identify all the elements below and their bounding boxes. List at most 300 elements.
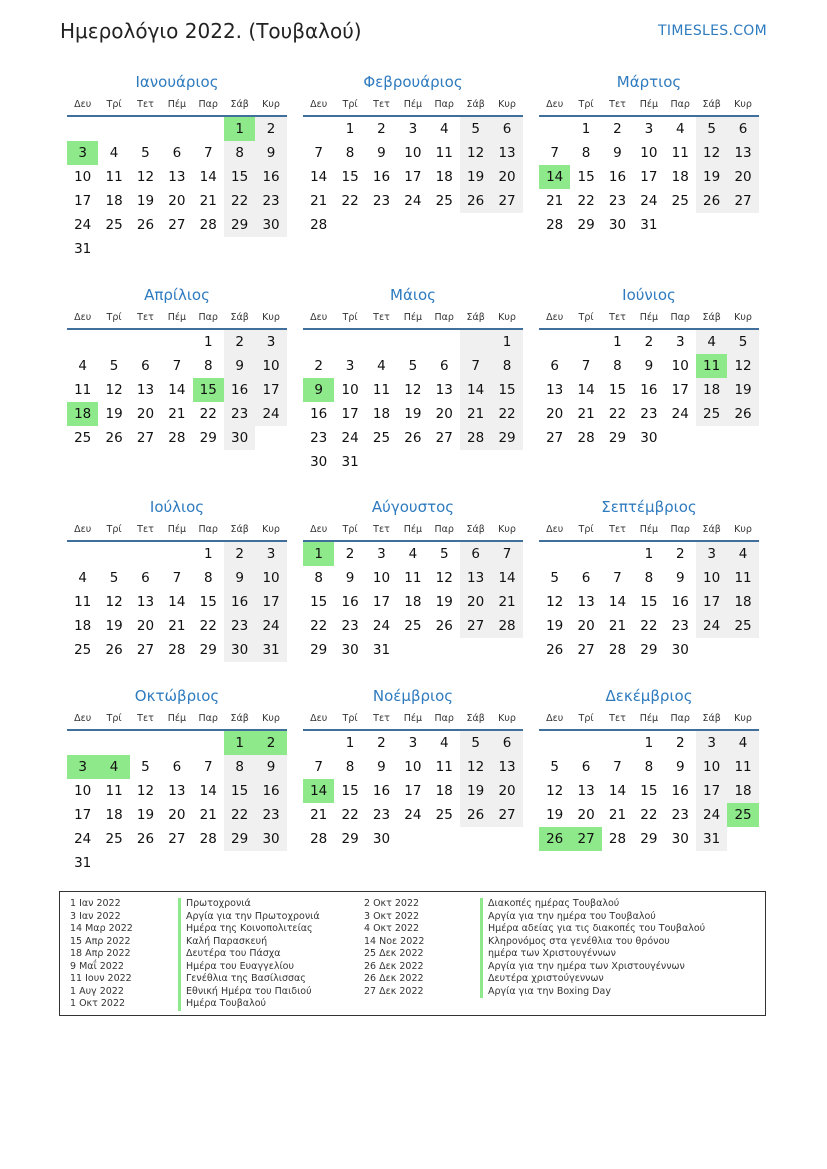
weekday-label: Παρ [198, 713, 218, 724]
day-cell: 22 [341, 807, 359, 823]
month-name: Φεβρουάριος [363, 73, 463, 91]
day-cell: 1 [644, 546, 654, 562]
weekday-label: Παρ [670, 99, 690, 110]
legend-date: 1 Οκτ 2022 [70, 998, 126, 1009]
day-cell: 3 [675, 334, 685, 350]
day-cell: 26 [435, 618, 453, 634]
day-cell: 25 [671, 193, 689, 209]
day-cell: 3 [644, 121, 654, 137]
day-cell: 7 [203, 145, 213, 161]
weekday-label: Παρ [198, 524, 218, 535]
weekday-label: Σάβ [702, 713, 721, 724]
day-grid [303, 117, 523, 237]
day-cell: 15 [608, 382, 627, 398]
month-name: Ιούλιος [149, 498, 205, 516]
day-cell: 20 [435, 406, 453, 422]
day-cell: 22 [491, 402, 522, 426]
day-cell: 3 [345, 358, 355, 374]
day-cell: 25 [404, 618, 422, 634]
day-cell: 7 [172, 570, 182, 586]
weekday-label: Δευ [546, 713, 564, 724]
day-cell: 14 [460, 378, 491, 402]
weekday-label: Κυρ [734, 713, 752, 724]
day-cell: 14 [310, 169, 328, 185]
day-cell: 5 [439, 546, 449, 562]
day-cell: 10 [404, 145, 422, 161]
day-grid [67, 117, 287, 261]
month-name: Νοέμβριος [372, 687, 454, 705]
day-grid [539, 117, 759, 237]
day-cell: 7 [203, 759, 213, 775]
empty-day-cell [161, 117, 192, 141]
empty-day-cell [570, 542, 601, 566]
day-cell: 11 [435, 145, 453, 161]
weekday-label: Σάβ [230, 312, 249, 323]
day-cell: 19 [136, 193, 155, 209]
day-cell: 14 [608, 783, 627, 799]
weekday-header [539, 709, 759, 731]
day-cell: 23 [671, 807, 689, 823]
month-9 [539, 497, 759, 662]
day-cell: 22 [224, 189, 255, 213]
weekday-label: Τετ [137, 99, 154, 110]
day-cell: 15 [199, 594, 217, 610]
weekday-label: Τετ [373, 524, 390, 535]
legend-date: 3 Οκτ 2022 [364, 910, 420, 922]
empty-day-cell [539, 330, 570, 354]
weekday-label: Παρ [434, 99, 454, 110]
day-cell: 19 [105, 406, 123, 422]
day-cell: 2 [314, 358, 323, 374]
day-cell: 15 [577, 169, 595, 185]
weekday-label: Δευ [546, 99, 564, 110]
day-cell: 11 [105, 169, 123, 185]
day-cell: 11 [372, 382, 391, 398]
day-cell: 18 [404, 594, 422, 610]
day-cell: 24 [372, 618, 391, 634]
day-cell: 8 [203, 358, 213, 374]
weekday-label: Πέμ [403, 99, 423, 110]
day-cell: 11 [105, 783, 123, 799]
day-cell: 18 [372, 406, 391, 422]
day-cell: 6 [172, 759, 182, 775]
day-cell: 10 [74, 783, 92, 799]
day-cell: 30 [640, 430, 658, 446]
day-cell: 28 [460, 426, 491, 450]
weekday-label: Τρί [106, 99, 122, 110]
day-cell: 13 [460, 566, 491, 590]
day-cell: 30 [341, 642, 359, 658]
month-name: Ιανουάριος [135, 73, 219, 91]
day-cell: 16 [372, 783, 391, 799]
legend-holiday-name: Δευτέρα χριστούγεννων [480, 973, 705, 986]
day-cell: 24 [404, 807, 422, 823]
day-cell: 6 [439, 358, 449, 374]
weekday-label: Δευ [546, 524, 564, 535]
day-cell: 1 [224, 731, 255, 755]
month-name: Σεπτέμβριος [601, 498, 697, 516]
day-cell: 24 [640, 193, 658, 209]
day-cell: 31 [74, 241, 92, 257]
day-cell: 8 [581, 145, 591, 161]
weekday-label: Δευ [74, 713, 92, 724]
day-cell: 16 [255, 165, 286, 189]
day-cell: 18 [727, 590, 758, 614]
day-cell: 25 [435, 193, 453, 209]
day-cell: 20 [577, 618, 595, 634]
day-cell: 10 [74, 169, 92, 185]
day-cell: 1 [345, 735, 355, 751]
day-cell: 10 [404, 759, 422, 775]
month-5 [303, 285, 523, 474]
day-cell: 18 [105, 193, 123, 209]
empty-day-cell [397, 330, 428, 354]
weekday-label: Τετ [373, 312, 390, 323]
weekday-label: Τρί [578, 713, 594, 724]
month-10 [67, 686, 287, 875]
day-cell: 8 [314, 570, 323, 586]
weekday-label: Παρ [434, 312, 454, 323]
weekday-label: Κυρ [262, 99, 280, 110]
day-cell: 28 [310, 217, 328, 233]
day-cell: 22 [341, 193, 359, 209]
weekday-label: Σάβ [466, 99, 485, 110]
day-cell: 14 [577, 382, 595, 398]
weekday-label: Πέμ [167, 312, 187, 323]
empty-day-cell [366, 330, 397, 354]
day-cell: 23 [671, 618, 689, 634]
page-title: Ημερολόγιο 2022. (Τουβαλού) [60, 19, 362, 43]
day-cell: 22 [577, 193, 595, 209]
empty-day-cell [161, 731, 192, 755]
empty-day-cell [161, 330, 192, 354]
weekday-label: Πέμ [167, 713, 187, 724]
day-cell: 23 [255, 189, 286, 213]
day-cell: 8 [644, 570, 654, 586]
day-cell: 9 [255, 141, 286, 165]
day-cell: 13 [546, 382, 564, 398]
day-cell: 25 [727, 803, 758, 827]
day-cell: 21 [310, 193, 328, 209]
day-cell: 21 [460, 402, 491, 426]
empty-day-cell [539, 542, 570, 566]
day-cell: 4 [439, 121, 449, 137]
day-cell: 6 [550, 358, 559, 374]
day-cell: 9 [224, 354, 255, 378]
day-cell: 5 [550, 570, 559, 586]
day-cell: 12 [105, 382, 123, 398]
empty-day-cell [193, 731, 224, 755]
legend-holiday-name: Κληρονόμος στα γενέθλια του θρόνου [480, 936, 705, 949]
day-cell: 25 [696, 402, 727, 426]
day-cell: 4 [78, 358, 87, 374]
site-link[interactable]: TIMESLES.COM [658, 23, 767, 39]
day-cell: 7 [460, 354, 491, 378]
weekday-label: Πέμ [403, 312, 423, 323]
day-cell: 3 [696, 731, 727, 755]
legend-holiday-name: Ημέρα Τουβαλού [178, 998, 320, 1011]
day-cell: 17 [696, 779, 727, 803]
month-11 [303, 686, 523, 851]
day-cell: 5 [696, 117, 727, 141]
day-cell: 19 [460, 779, 491, 803]
weekday-label: Πέμ [639, 99, 659, 110]
empty-day-cell [429, 330, 460, 354]
day-cell: 5 [550, 759, 559, 775]
day-cell: 29 [640, 831, 658, 847]
day-cell: 27 [570, 827, 601, 851]
day-cell: 21 [199, 193, 217, 209]
weekday-header [539, 308, 759, 330]
day-cell: 25 [105, 831, 123, 847]
day-cell: 12 [696, 141, 727, 165]
day-cell: 19 [546, 618, 564, 634]
day-cell: 23 [224, 614, 255, 638]
day-cell: 18 [435, 783, 453, 799]
day-cell: 2 [255, 731, 286, 755]
day-cell: 27 [727, 189, 758, 213]
day-cell: 20 [136, 618, 155, 634]
day-cell: 25 [435, 807, 453, 823]
day-cell: 21 [608, 618, 627, 634]
legend-date: 26 Δεκ 2022 [364, 960, 424, 972]
day-cell: 19 [727, 378, 758, 402]
day-cell: 19 [404, 406, 422, 422]
day-cell: 8 [224, 141, 255, 165]
day-cell: 29 [640, 642, 658, 658]
empty-day-cell [161, 542, 192, 566]
day-cell: 31 [372, 642, 391, 658]
day-cell: 12 [546, 594, 564, 610]
day-cell: 16 [224, 590, 255, 614]
day-cell: 23 [255, 803, 286, 827]
day-cell: 13 [577, 594, 595, 610]
month-2 [303, 72, 523, 237]
day-cell: 7 [613, 759, 622, 775]
day-cell: 28 [491, 614, 522, 638]
day-cell: 22 [608, 406, 627, 422]
weekday-label: Κυρ [498, 713, 516, 724]
day-cell: 23 [640, 406, 658, 422]
day-cell: 25 [372, 430, 391, 446]
weekday-label: Τρί [342, 312, 358, 323]
weekday-label: Σάβ [466, 713, 485, 724]
weekday-label: Τετ [373, 99, 390, 110]
day-grid [303, 731, 523, 851]
legend-holiday-name: Αργία για την ημέρα των Χριστουγέννων [480, 961, 705, 974]
day-cell: 17 [255, 378, 286, 402]
day-cell: 10 [341, 382, 359, 398]
day-cell: 25 [105, 217, 123, 233]
day-cell: 18 [105, 807, 123, 823]
day-cell: 3 [67, 755, 98, 779]
day-cell: 6 [491, 731, 522, 755]
day-cell: 18 [671, 169, 689, 185]
weekday-label: Σάβ [230, 524, 249, 535]
day-cell: 10 [671, 358, 689, 374]
day-cell: 14 [168, 594, 186, 610]
day-cell: 20 [546, 406, 564, 422]
weekday-label: Δευ [546, 312, 564, 323]
empty-day-cell [98, 117, 129, 141]
day-cell: 5 [460, 117, 491, 141]
weekday-label: Τετ [137, 713, 154, 724]
day-cell: 15 [341, 169, 359, 185]
day-cell: 27 [136, 642, 155, 658]
day-cell: 9 [613, 145, 622, 161]
day-cell: 30 [608, 217, 627, 233]
legend-date: 18 Απρ 2022 [70, 948, 131, 959]
day-cell: 29 [310, 642, 328, 658]
day-cell: 23 [608, 193, 627, 209]
day-cell: 27 [168, 831, 186, 847]
day-cell: 24 [74, 217, 92, 233]
day-cell: 16 [341, 594, 359, 610]
day-cell: 27 [136, 430, 155, 446]
day-cell: 30 [372, 831, 391, 847]
weekday-label: Σάβ [702, 524, 721, 535]
legend-holiday-name: Αργία για την Πρωτοχρονιά [178, 911, 320, 924]
weekday-label: Σάβ [230, 713, 249, 724]
legend-date: 26 Δεκ 2022 [364, 973, 424, 984]
day-cell: 5 [727, 330, 758, 354]
day-cell: 31 [696, 827, 727, 851]
day-cell: 12 [435, 570, 453, 586]
day-grid [303, 330, 523, 474]
day-cell: 6 [581, 570, 591, 586]
day-cell: 9 [377, 145, 386, 161]
day-cell: 29 [224, 213, 255, 237]
day-cell: 17 [255, 590, 286, 614]
day-cell: 1 [203, 334, 213, 350]
day-cell: 12 [546, 783, 564, 799]
day-grid [539, 542, 759, 662]
day-cell: 27 [491, 189, 522, 213]
day-cell: 22 [224, 803, 255, 827]
day-cell: 13 [136, 594, 155, 610]
day-cell: 8 [345, 145, 355, 161]
legend-date: 14 Νοε 2022 [364, 935, 425, 947]
weekday-label: Πέμ [639, 713, 659, 724]
day-cell: 3 [377, 546, 386, 562]
day-cell: 1 [491, 330, 522, 354]
day-cell: 2 [224, 542, 255, 566]
weekday-label: Δευ [310, 713, 328, 724]
day-cell: 6 [141, 358, 150, 374]
day-cell: 6 [141, 570, 150, 586]
day-cell: 10 [255, 566, 286, 590]
day-cell: 10 [696, 755, 727, 779]
weekday-label: Τρί [106, 524, 122, 535]
day-cell: 8 [491, 354, 522, 378]
day-cell: 1 [613, 334, 622, 350]
weekday-label: Παρ [670, 713, 690, 724]
weekday-label: Δευ [310, 524, 328, 535]
day-cell: 16 [224, 378, 255, 402]
day-cell: 30 [671, 642, 689, 658]
weekday-label: Τετ [609, 524, 626, 535]
day-cell: 28 [168, 430, 186, 446]
weekday-label: Κυρ [262, 524, 280, 535]
day-cell: 22 [640, 807, 658, 823]
day-cell: 4 [78, 570, 87, 586]
day-cell: 14 [608, 594, 627, 610]
empty-day-cell [303, 330, 334, 354]
weekday-label: Πέμ [167, 524, 187, 535]
weekday-label: Παρ [198, 99, 218, 110]
day-cell: 5 [141, 145, 150, 161]
day-cell: 1 [581, 121, 591, 137]
day-cell: 7 [314, 145, 323, 161]
weekday-header [303, 95, 523, 117]
day-cell: 3 [255, 330, 286, 354]
day-cell: 25 [727, 614, 758, 638]
day-cell: 21 [199, 807, 217, 823]
day-cell: 30 [255, 213, 286, 237]
day-cell: 4 [696, 330, 727, 354]
day-cell: 19 [435, 594, 453, 610]
day-cell: 3 [408, 735, 418, 751]
day-cell: 10 [255, 354, 286, 378]
day-cell: 24 [255, 402, 286, 426]
weekday-header [67, 308, 287, 330]
day-cell: 29 [491, 426, 522, 450]
weekday-header [303, 308, 523, 330]
weekday-label: Τετ [373, 713, 390, 724]
legend-holiday-name: Γενέθλια της Βασίλισσας [178, 973, 320, 986]
legend-names-left [178, 898, 320, 1011]
weekday-label: Τρί [578, 312, 594, 323]
holiday-legend [59, 891, 766, 1016]
day-cell: 26 [105, 430, 123, 446]
month-1 [67, 72, 287, 261]
weekday-header [67, 709, 287, 731]
empty-day-cell [602, 731, 633, 755]
day-cell: 20 [727, 165, 758, 189]
empty-day-cell [130, 542, 161, 566]
weekday-header [67, 520, 287, 542]
day-cell: 16 [255, 779, 286, 803]
weekday-label: Τετ [609, 713, 626, 724]
day-cell: 27 [546, 430, 564, 446]
day-cell: 26 [404, 430, 422, 446]
legend-date: 27 Δεκ 2022 [364, 985, 424, 997]
day-cell: 4 [675, 121, 685, 137]
weekday-label: Κυρ [734, 99, 752, 110]
day-cell: 13 [168, 169, 186, 185]
day-cell: 14 [199, 783, 217, 799]
day-cell: 15 [193, 378, 224, 402]
day-cell: 19 [460, 165, 491, 189]
empty-day-cell [303, 731, 334, 755]
day-cell: 16 [608, 169, 627, 185]
month-6 [539, 285, 759, 450]
empty-day-cell [602, 542, 633, 566]
weekday-label: Τετ [137, 312, 154, 323]
day-cell: 30 [255, 827, 286, 851]
day-cell: 3 [696, 542, 727, 566]
day-cell: 4 [439, 735, 449, 751]
day-cell: 19 [696, 165, 727, 189]
weekday-label: Τρί [342, 524, 358, 535]
day-cell: 30 [224, 426, 255, 450]
day-cell: 4 [727, 542, 758, 566]
day-cell: 12 [404, 382, 422, 398]
empty-day-cell [98, 330, 129, 354]
day-cell: 28 [608, 831, 627, 847]
weekday-label: Δευ [74, 99, 92, 110]
day-cell: 9 [644, 358, 654, 374]
